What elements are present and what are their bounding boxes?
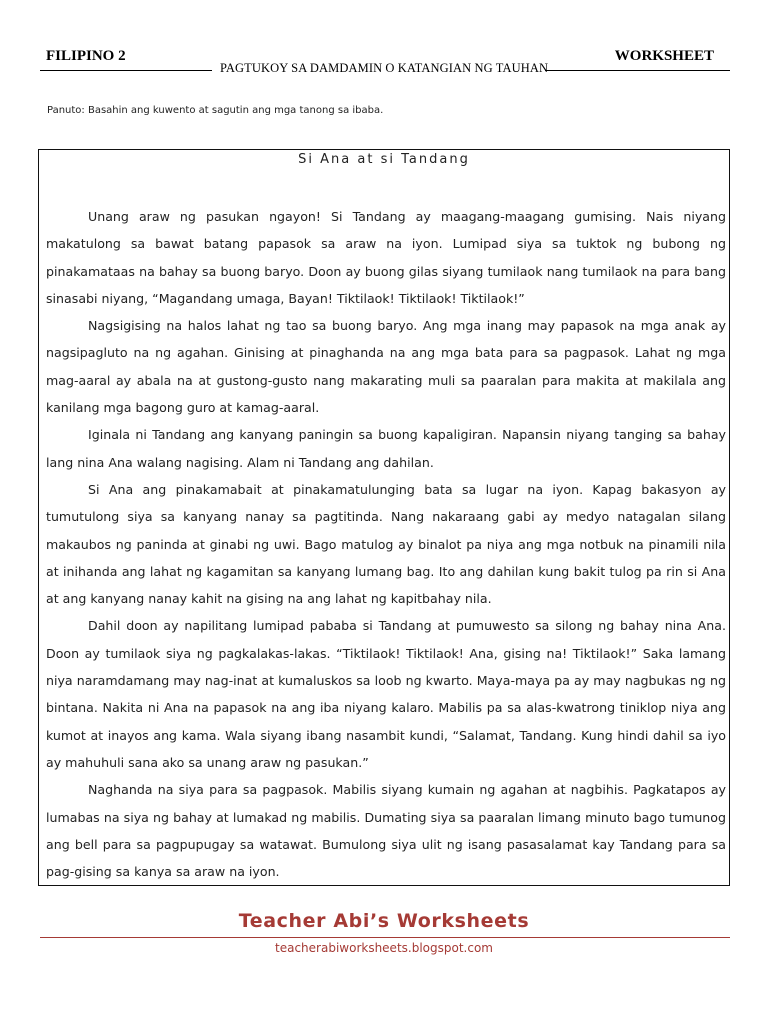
footer-url[interactable]: teacherabiworksheets.blogspot.com [275, 941, 493, 955]
story-paragraph: Dahil doon ay napilitang lumipad pababa si Tandang at pumuwesto sa silong ng bahay nina Ana. Doon ay tumilaok siya ng pagkalakas-lakas. “Tiktilaok! Tiktilaok! Ana, gising na! Tiktilaok!” Saka lamang niya naramdamang may nag-inat at kumaluskos sa loob ng kwarto. Maya-maya pa ay may nagbukas ng ng bintana. Nakita ni Ana na papasok na ang iba niyang kalaro. Mabilis pa sa alas-kwatrong tiniklop niya ang kumot at inayos ang kama. Wala siyang ibang nasambit kundi, “Salamat, Tandang. Kung hindi dahil sa iyo ay mahuhuli sana ako sa unang araw ng pasukan.” [46, 618, 726, 770]
worksheet-topic: PAGTUKOY SA DAMDAMIN O KATANGIAN NG TAUHAN [220, 61, 549, 75]
header-rule-right [545, 70, 730, 71]
footer-brand: Teacher Abi’s Worksheets [238, 910, 530, 932]
story-paragraph: Unang araw ng pasukan ngayon! Si Tandang ay maagang-maagang gumising. Nais niyang makatulong sa bawat batang papasok sa araw na iyon. Lumipad siya sa tuktok ng bubong ng pinakamataas na bahay sa buong baryo. Doon ay buong gilas siyang tumilaok nang tumilaok na para bang sinasabi niyang, “Magandang umaga, Bayan! Tiktilaok! Tiktilaok! Tiktilaok!” [46, 209, 726, 306]
story-title: Si Ana at si Tandang [298, 152, 470, 167]
story-paragraph: Iginala ni Tandang ang kanyang paningin sa buong kapaligiran. Napansin niyang tanging sa bahay lang nina Ana walang nagising. Alam ni Tandang ang dahilan. [46, 427, 726, 470]
story-paragraph: Nagsigising na halos lahat ng tao sa buong baryo. Ang mga inang may papasok na mga anak ay nagsipagluto na ng agahan. Ginising at pinaghanda na ang mga bata para sa pagpasok. Lahat ng mga mag-aaral ay abala na at gustong-gusto nang makarating muli sa paaralan para makita at makilala ang kanilang mga bagong guro at kamag-aaral. [46, 318, 726, 416]
worksheet-type-label: WORKSHEET [614, 48, 714, 64]
worksheet-header [40, 46, 730, 76]
story-body [46, 203, 726, 885]
subject-label: FILIPINO 2 [46, 48, 126, 64]
story-paragraph: Naghanda na siya para sa pagpasok. Mabilis siyang kumain ng agahan at nagbihis. Pagkatapos ay lumabas na siya ng bahay at lumakad ng mabilis. Dumating siya sa paaralan limang minuto bago tumunog ang bell para sa pagpupugay sa watawat. Bumulong siya ulit ng isang pasasalamat kay Tandang para sa pag-gising sa kanya sa araw na iyon. [46, 782, 726, 880]
story-paragraph: Si Ana ang pinakamabait at pinakamatulunging bata sa lugar na iyon. Kapag bakasyon ay tumutulong siya sa kanyang nanay sa pagtitinda. Nang nakaraang gabi ay medyo natagalan silang makaubos ng paninda at ginabi ng uwi. Bago matulog ay binalot pa niya ang mga notbuk na pinamili nila at inihanda ang lahat ng kagamitan sa kanyang lumang bag. Ito ang dahilan kung bakit tulog pa rin si Ana at ang kanyang nanay kahit na gising na ang lahat ng kapitbahay nila. [46, 481, 726, 607]
header-rule-left [40, 70, 212, 71]
directions-text: Panuto: Basahin ang kuwento at sagutin ang mga tanong sa ibaba. [47, 105, 384, 116]
footer-divider [40, 937, 730, 938]
